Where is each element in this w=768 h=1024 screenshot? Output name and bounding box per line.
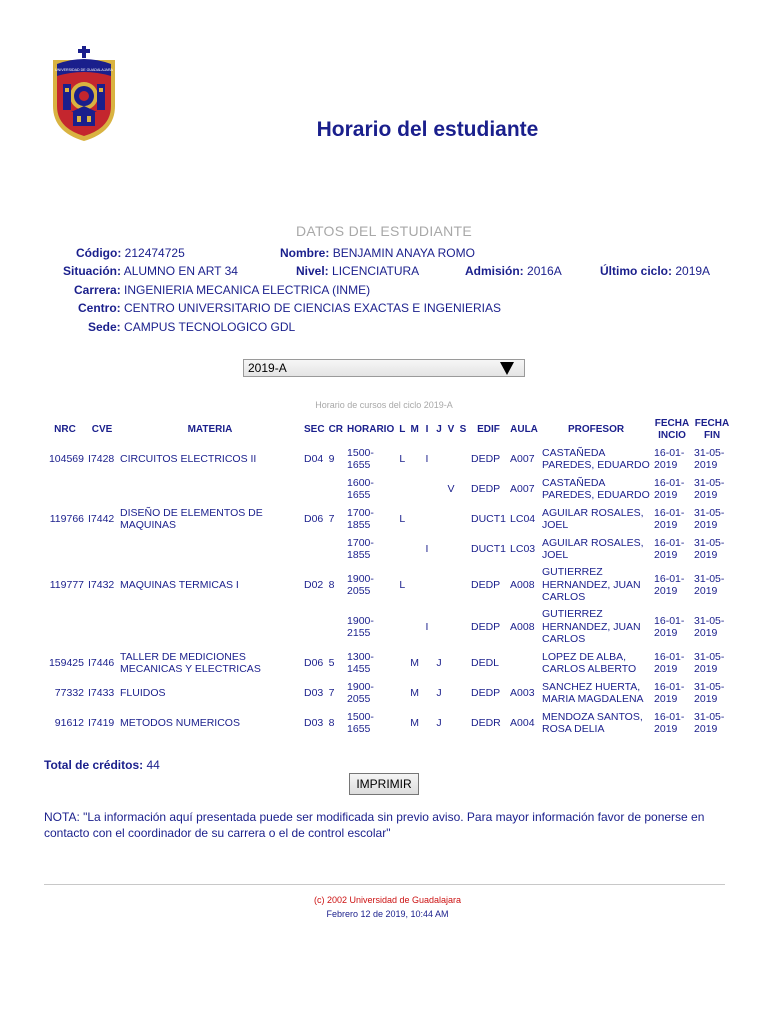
cell-materia <box>118 606 302 648</box>
cell-fecha-fin: 31-05-2019 <box>694 536 725 561</box>
header-profesor: PROFESOR <box>567 424 625 435</box>
cell-fecha-inicio: 16-01-2019 <box>654 680 685 705</box>
cell-i: I <box>425 542 429 555</box>
header-fecha-fin: FECHA FIN <box>694 418 730 441</box>
table-row <box>44 564 732 606</box>
cell-profesor: LOPEZ DE ALBA, CARLOS ALBERTO <box>542 650 637 675</box>
cell-sec: D04 <box>304 452 324 465</box>
cell-edif: DUCT1 <box>471 512 507 525</box>
cell-fecha-inicio: 16-01-2019 <box>654 476 685 501</box>
cell-sec <box>302 534 327 564</box>
table-row <box>44 708 732 738</box>
cell-j <box>433 504 445 534</box>
carrera-label: Carrera: <box>74 283 121 297</box>
schedule-body <box>44 444 732 738</box>
cell-fecha-fin: 31-05-2019 <box>694 650 725 675</box>
cell-aula: A008 <box>510 620 535 633</box>
cell-m <box>408 504 421 534</box>
cell-fecha-inicio: 16-01-2019 <box>654 614 685 639</box>
nombre-field <box>280 246 475 260</box>
cell-i: I <box>425 452 429 465</box>
cell-sec: D06 <box>304 512 324 525</box>
cell-profesor: CASTAÑEDA PAREDES, EDUARDO <box>542 476 650 501</box>
cell-j: J <box>436 656 442 669</box>
cell-fecha-inicio: 16-01-2019 <box>654 710 685 735</box>
nombre-value: BENJAMIN ANAYA ROMO <box>332 246 475 260</box>
carrera-value: INGENIERIA MECANICA ELECTRICA (INME) <box>124 283 371 297</box>
cell-horario: 1900-2055 <box>347 572 374 597</box>
page-title: Horario del estudiante <box>316 118 539 141</box>
header-s: S <box>459 424 467 435</box>
total-credits-label: Total de créditos: <box>44 758 144 772</box>
cell-l <box>396 678 408 708</box>
cell-fecha-fin: 31-05-2019 <box>694 572 725 597</box>
table-row <box>44 444 732 474</box>
cell-m <box>408 444 421 474</box>
cell-m: M <box>410 656 419 669</box>
cell-profesor: MENDOZA SANTOS, ROSA DELIA <box>542 710 643 735</box>
cell-j: J <box>436 716 442 729</box>
cell-nrc: 159425 <box>48 656 84 669</box>
header-l: L <box>399 424 406 435</box>
cell-l <box>396 474 408 504</box>
cell-cve: I7446 <box>88 656 115 669</box>
header-m: M <box>410 424 419 435</box>
cell-aula <box>508 648 540 678</box>
cell-cve <box>86 534 118 564</box>
cell-nrc: 104569 <box>48 452 84 465</box>
centro-value: CENTRO UNIVERSITARIO DE CIENCIAS EXACTAS E INGENIERIAS <box>124 301 501 315</box>
cell-l: L <box>399 452 406 465</box>
situacion-value: ALUMNO EN ART 34 <box>123 264 238 278</box>
cell-j <box>433 474 445 504</box>
cell-fecha-inicio: 16-01-2019 <box>654 506 685 531</box>
cycle-select[interactable] <box>243 359 525 377</box>
header-i: I <box>425 424 429 435</box>
centro-field <box>78 301 501 315</box>
cell-fecha-fin: 31-05-2019 <box>694 476 725 501</box>
cycle-select-value: 2019-A <box>248 361 287 375</box>
cell-edif: DEDP <box>471 482 501 495</box>
header-edif: EDIF <box>477 424 500 435</box>
cell-fecha-inicio: 16-01-2019 <box>654 536 685 561</box>
cell-edif: DEDP <box>471 620 501 633</box>
table-row <box>44 534 732 564</box>
cell-fecha-fin: 31-05-2019 <box>694 680 725 705</box>
cell-aula: LC03 <box>510 542 536 555</box>
cell-cve <box>86 474 118 504</box>
cell-horario: 1500-1655 <box>347 446 374 471</box>
cell-edif: DEDR <box>471 716 501 729</box>
cell-fecha-inicio: 16-01-2019 <box>654 572 685 597</box>
cell-cve: I7433 <box>88 686 115 699</box>
cell-v: V <box>447 482 455 495</box>
cell-sec: D03 <box>304 686 324 699</box>
cell-horario: 1300-1455 <box>347 650 374 675</box>
cell-cve: I7419 <box>88 716 115 729</box>
cell-nrc: 119766 <box>49 512 84 525</box>
student-data-heading: DATOS DEL ESTUDIANTE <box>295 223 473 239</box>
cell-m: M <box>410 716 419 729</box>
cell-materia <box>118 474 302 504</box>
nivel-label: Nivel: <box>296 264 329 278</box>
nivel-field <box>296 264 419 278</box>
cell-cr: 8 <box>328 578 335 591</box>
cell-profesor: AGUILAR ROSALES, JOEL <box>542 506 644 531</box>
sede-value: CAMPUS TECNOLOGICO GDL <box>124 320 296 334</box>
cell-fecha-fin: 31-05-2019 <box>694 614 725 639</box>
cell-s <box>457 564 469 606</box>
cell-m <box>408 534 421 564</box>
cell-i: I <box>425 620 429 633</box>
cell-cr: 7 <box>328 686 335 699</box>
cell-s <box>457 534 469 564</box>
cell-materia: MAQUINAS TERMICAS I <box>120 578 239 591</box>
nivel-value: LICENCIATURA <box>332 264 420 278</box>
cell-m <box>408 606 421 648</box>
sede-field <box>88 320 295 334</box>
table-row <box>44 678 732 708</box>
table-row <box>44 606 732 648</box>
cell-s <box>457 474 469 504</box>
cell-fecha-fin: 31-05-2019 <box>694 710 725 735</box>
cell-sec: D06 <box>304 656 324 669</box>
cell-v <box>445 678 457 708</box>
cell-horario: 1900-2155 <box>347 614 374 639</box>
cell-cr <box>327 606 345 648</box>
codigo-field <box>76 246 185 260</box>
cell-aula: A007 <box>510 452 535 465</box>
table-row <box>44 474 732 504</box>
cell-s <box>457 708 469 738</box>
header-materia: MATERIA <box>187 424 233 435</box>
logo-text: UNIVERSIDAD DE GUADALAJARA <box>55 68 113 72</box>
cell-v <box>445 648 457 678</box>
cell-fecha-fin: 31-05-2019 <box>694 506 725 531</box>
cell-materia: CIRCUITOS ELECTRICOS II <box>120 452 257 465</box>
cell-v <box>445 504 457 534</box>
cell-cr: 7 <box>328 512 335 525</box>
codigo-value: 212474725 <box>124 246 185 260</box>
cell-horario: 1900-2055 <box>347 680 374 705</box>
admision-value: 2016A <box>527 264 562 278</box>
cell-m <box>408 474 421 504</box>
cell-m <box>408 564 421 606</box>
header-j: J <box>436 424 442 435</box>
cell-nrc: 119777 <box>49 578 84 591</box>
cell-nrc <box>44 606 86 648</box>
cell-cr: 5 <box>328 656 335 669</box>
footer-date: Febrero 12 de 2019, 10:44 AM <box>326 909 449 919</box>
cell-cr <box>327 474 345 504</box>
cell-sec: D03 <box>304 716 324 729</box>
cell-v <box>445 444 457 474</box>
cell-l <box>396 708 408 738</box>
cell-cve: I7428 <box>88 452 115 465</box>
cell-profesor: CASTAÑEDA PAREDES, EDUARDO <box>542 446 650 471</box>
cell-v <box>445 534 457 564</box>
cell-edif: DEDP <box>471 686 501 699</box>
cell-j <box>433 444 445 474</box>
cell-aula: A004 <box>510 716 535 729</box>
cell-profesor: SANCHEZ HUERTA, MARIA MAGDALENA <box>542 680 644 705</box>
ultimo-ciclo-label: Último ciclo: <box>600 264 673 278</box>
cell-i <box>421 708 433 738</box>
header-cve: CVE <box>91 424 113 435</box>
cell-cr: 9 <box>328 452 335 465</box>
cell-cve: I7442 <box>88 512 115 525</box>
codigo-label: Código: <box>76 246 122 260</box>
cell-materia: FLUIDOS <box>120 686 166 699</box>
table-row <box>44 504 732 534</box>
cell-materia: METODOS NUMERICOS <box>120 716 240 729</box>
schedule-caption: Horario de cursos del ciclo 2019-A <box>315 400 453 410</box>
footer-copyright: (c) 2002 Universidad de Guadalajara <box>313 895 462 905</box>
cell-cve <box>86 606 118 648</box>
header-horario: HORARIO <box>347 424 395 435</box>
total-credits <box>44 758 160 772</box>
cell-sec <box>302 474 327 504</box>
cell-v <box>445 564 457 606</box>
cell-s <box>457 648 469 678</box>
cell-cr <box>327 534 345 564</box>
cell-l <box>396 648 408 678</box>
header-v: V <box>447 424 455 435</box>
cell-j <box>433 534 445 564</box>
cell-fecha-inicio: 16-01-2019 <box>654 446 685 471</box>
schedule-table <box>44 416 732 738</box>
table-row <box>44 648 732 678</box>
total-credits-value: 44 <box>146 758 160 772</box>
cell-horario: 1700-1855 <box>347 506 374 531</box>
cell-fecha-inicio: 16-01-2019 <box>654 650 685 675</box>
cell-horario: 1600-1655 <box>347 476 374 501</box>
cell-s <box>457 444 469 474</box>
cell-materia: DISEÑO DE ELEMENTOS DE MAQUINAS <box>120 506 263 531</box>
cell-l: L <box>399 578 406 591</box>
admision-field <box>465 264 562 278</box>
footer-divider <box>44 884 725 885</box>
cell-j <box>433 564 445 606</box>
situacion-field <box>63 264 238 278</box>
header-cr: CR <box>328 424 344 435</box>
nombre-label: Nombre: <box>280 246 330 260</box>
cell-m: M <box>410 686 419 699</box>
cell-horario: 1700-1855 <box>347 536 374 561</box>
cell-edif: DEDP <box>471 578 501 591</box>
cell-s <box>457 678 469 708</box>
cell-edif: DEDP <box>471 452 501 465</box>
centro-label: Centro: <box>78 301 121 315</box>
cell-i <box>421 504 433 534</box>
cell-cr: 8 <box>328 716 335 729</box>
sede-label: Sede: <box>88 320 121 334</box>
cell-i <box>421 564 433 606</box>
cell-edif: DUCT1 <box>471 542 507 555</box>
cell-i <box>421 678 433 708</box>
cell-v <box>445 708 457 738</box>
cell-s <box>457 504 469 534</box>
schedule-header-row <box>44 416 732 444</box>
cell-l <box>396 534 408 564</box>
cell-sec <box>302 606 327 648</box>
cell-v <box>445 606 457 648</box>
disclaimer-note: NOTA: "La información aquí presentada puede ser modificada sin previo aviso. Para mayor información favor de ponerse en contacto con el coordinador de su carrera o el de control escolar" <box>44 810 705 840</box>
cell-aula: A007 <box>510 482 535 495</box>
dropdown-arrow-icon[interactable] <box>500 362 514 375</box>
print-button[interactable]: IMPRIMIR <box>349 773 419 795</box>
cell-j <box>433 606 445 648</box>
cell-l <box>396 606 408 648</box>
header-fecha-inicio: FECHA INCIO <box>654 418 690 441</box>
cell-i <box>421 648 433 678</box>
cell-nrc: 91612 <box>54 716 84 729</box>
cell-sec: D02 <box>304 578 324 591</box>
cell-materia <box>118 534 302 564</box>
cell-l: L <box>399 512 406 525</box>
cell-aula: A003 <box>510 686 535 699</box>
cell-fecha-fin: 31-05-2019 <box>694 446 725 471</box>
cell-cve: I7432 <box>88 578 115 591</box>
ultimo-ciclo-value: 2019A <box>675 264 711 278</box>
situacion-label: Situación: <box>63 264 122 278</box>
cell-profesor: AGUILAR ROSALES, JOEL <box>542 536 644 561</box>
ultimo-ciclo-field <box>600 264 710 278</box>
cell-aula: A008 <box>510 578 535 591</box>
cell-edif: DEDL <box>471 656 500 669</box>
cell-nrc <box>44 474 86 504</box>
cell-aula: LC04 <box>510 512 536 525</box>
cell-materia: TALLER DE MEDICIONES MECANICAS Y ELECTRICAS <box>120 650 261 675</box>
cell-profesor: GUTIERREZ HERNANDEZ, JUAN CARLOS <box>542 608 641 646</box>
carrera-field <box>74 283 370 297</box>
admision-label: Admisión: <box>465 264 524 278</box>
header-sec: SEC <box>304 424 325 435</box>
cell-nrc <box>44 534 86 564</box>
cell-profesor: GUTIERREZ HERNANDEZ, JUAN CARLOS <box>542 566 641 604</box>
cell-nrc: 77332 <box>54 686 84 699</box>
cell-i <box>421 474 433 504</box>
header-nrc: NRC <box>54 424 76 435</box>
cell-s <box>457 606 469 648</box>
header-aula: AULA <box>510 424 538 435</box>
cell-j: J <box>436 686 442 699</box>
cell-horario: 1500-1655 <box>347 710 374 735</box>
